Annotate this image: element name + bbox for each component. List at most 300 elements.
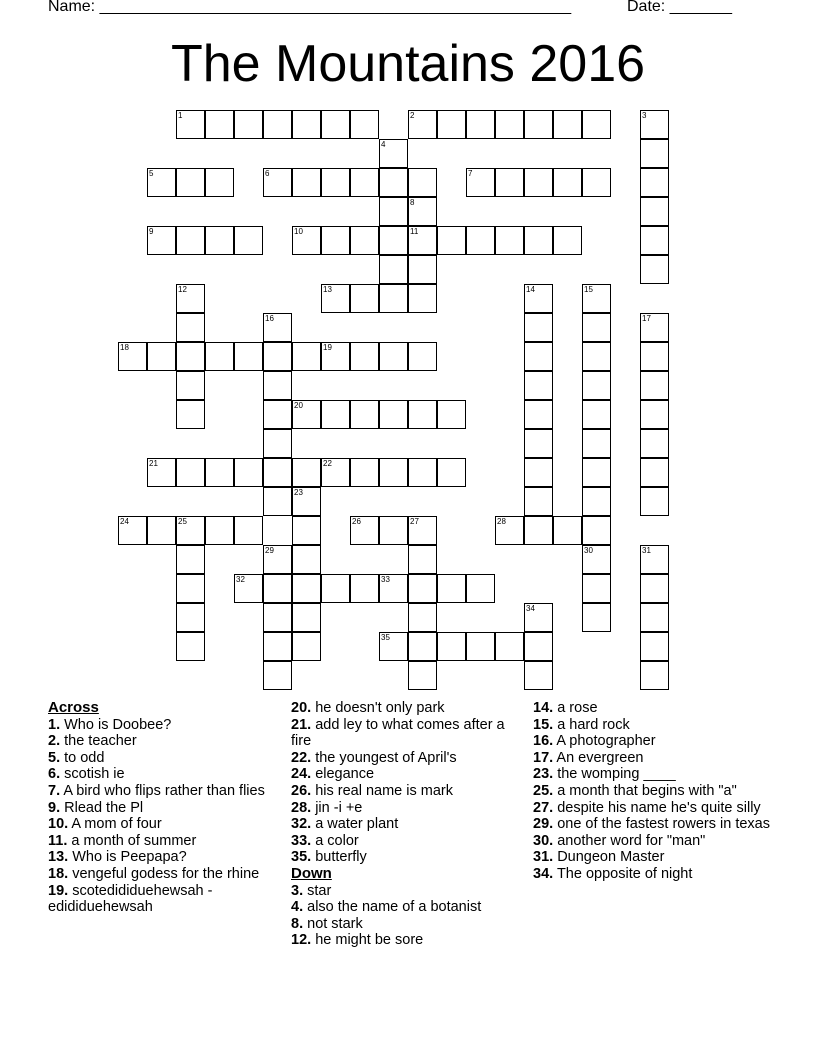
grid-cell[interactable] — [176, 603, 205, 632]
across-clue — [48, 849, 273, 866]
clue-text: Dungeon Master — [557, 849, 665, 866]
grid-cell[interactable] — [408, 255, 437, 284]
clue-text: a month that begins with "a" — [557, 782, 737, 799]
clue-text: his real name is mark — [315, 782, 453, 799]
clue-text: a color — [315, 832, 359, 849]
grid-cell[interactable] — [408, 226, 437, 255]
clue-text: Rlead the Pl — [64, 799, 144, 816]
grid-cell[interactable] — [524, 603, 553, 632]
grid-cell[interactable] — [408, 400, 437, 429]
across-clue — [291, 766, 516, 783]
grid-cell[interactable] — [582, 168, 611, 197]
clue-text: elegance — [315, 766, 375, 783]
grid-cell[interactable] — [408, 632, 437, 661]
clue-number: 28. — [291, 799, 312, 816]
grid-cell[interactable] — [524, 516, 553, 545]
grid-cell[interactable] — [553, 516, 582, 545]
down-clue — [533, 800, 773, 817]
grid-cell[interactable] — [176, 110, 205, 139]
clue-number: 18. — [48, 865, 69, 882]
grid-cell[interactable] — [234, 458, 263, 487]
grid-cell[interactable] — [466, 574, 495, 603]
grid-cell[interactable] — [205, 168, 234, 197]
clue-number: 25. — [533, 782, 554, 799]
cell-number: 11 — [410, 227, 419, 236]
grid-cell[interactable] — [147, 168, 176, 197]
clue-text: one of the fastest rowers in texas — [557, 816, 770, 833]
grid-cell[interactable] — [582, 458, 611, 487]
clue-number: 9. — [48, 799, 61, 816]
grid-cell[interactable] — [553, 226, 582, 255]
down-clue — [533, 816, 773, 833]
grid-cell[interactable] — [292, 458, 321, 487]
cell-number: 28 — [497, 517, 506, 526]
grid-cell[interactable] — [350, 168, 379, 197]
cell-number: 14 — [526, 285, 535, 294]
cell-number: 16 — [265, 314, 274, 323]
cell-number: 27 — [410, 517, 419, 526]
grid-cell[interactable] — [263, 110, 292, 139]
grid-cell[interactable] — [582, 371, 611, 400]
name-field[interactable]: Name: _____________________________________________________ — [48, 0, 572, 15]
clue-text: Who is Doobee? — [64, 716, 172, 733]
grid-cell[interactable] — [292, 342, 321, 371]
clue-number: 13. — [48, 849, 69, 866]
clue-number: 29. — [533, 816, 554, 833]
down-clue — [533, 717, 773, 734]
grid-cell[interactable] — [582, 342, 611, 371]
grid-cell[interactable] — [495, 516, 524, 545]
down-clue — [533, 849, 773, 866]
clue-number: 11. — [48, 832, 68, 849]
grid-cell[interactable] — [176, 574, 205, 603]
grid-cell[interactable] — [321, 400, 350, 429]
grid-cell[interactable] — [205, 342, 234, 371]
grid-cell[interactable] — [263, 400, 292, 429]
grid-cell[interactable] — [234, 342, 263, 371]
clue-number: 23. — [533, 766, 554, 783]
grid-cell[interactable] — [582, 313, 611, 342]
down-clue — [533, 700, 773, 717]
clue-number: 1. — [48, 716, 61, 733]
cell-number: 30 — [584, 546, 593, 555]
clue-text: scotedididuehewsah -edididuehewsah — [48, 882, 213, 916]
grid-cell[interactable] — [437, 226, 466, 255]
cell-number: 24 — [120, 517, 129, 526]
clue-text: An evergreen — [556, 749, 644, 766]
across-clue — [48, 717, 273, 734]
clue-text: butterfly — [315, 849, 367, 866]
clue-number: 12. — [291, 932, 312, 949]
grid-cell[interactable] — [350, 574, 379, 603]
grid-cell[interactable] — [176, 313, 205, 342]
grid-cell[interactable] — [640, 342, 669, 371]
across-clue — [291, 700, 516, 717]
clue-number: 2. — [48, 733, 61, 750]
grid-cell[interactable] — [582, 284, 611, 313]
grid-cell[interactable] — [495, 226, 524, 255]
grid-cell[interactable] — [176, 400, 205, 429]
grid-cell[interactable] — [176, 342, 205, 371]
cell-number: 3 — [642, 111, 647, 120]
grid-cell[interactable] — [379, 400, 408, 429]
grid-cell[interactable] — [350, 342, 379, 371]
grid-cell[interactable] — [524, 342, 553, 371]
grid-cell[interactable] — [582, 545, 611, 574]
grid-cell[interactable] — [524, 458, 553, 487]
clue-text: Who is Peepapa? — [72, 849, 187, 866]
cell-number: 26 — [352, 517, 361, 526]
grid-cell[interactable] — [640, 197, 669, 226]
grid-cell[interactable] — [408, 342, 437, 371]
grid-cell[interactable] — [263, 313, 292, 342]
grid-cell[interactable] — [582, 110, 611, 139]
clue-text: the womping ____ — [557, 766, 676, 783]
grid-cell[interactable] — [234, 226, 263, 255]
cell-number: 12 — [178, 285, 187, 294]
clue-text: star — [307, 882, 332, 899]
clue-text: vengeful godess for the rhine — [72, 865, 260, 882]
grid-cell[interactable] — [118, 516, 147, 545]
grid-cell[interactable] — [263, 429, 292, 458]
grid-cell[interactable] — [495, 168, 524, 197]
grid-cell[interactable] — [408, 545, 437, 574]
grid-cell[interactable] — [640, 110, 669, 139]
grid-cell[interactable] — [408, 661, 437, 690]
grid-cell[interactable] — [408, 168, 437, 197]
grid-cell[interactable] — [640, 400, 669, 429]
clue-text: scotish ie — [64, 766, 125, 783]
grid-cell[interactable] — [292, 516, 321, 545]
clue-text: add ley to what comes after a fire — [291, 716, 505, 750]
grid-cell[interactable] — [379, 342, 408, 371]
grid-cell[interactable] — [350, 226, 379, 255]
grid-cell[interactable] — [495, 110, 524, 139]
grid-cell[interactable] — [321, 458, 350, 487]
grid-cell[interactable] — [147, 226, 176, 255]
grid-cell[interactable] — [292, 487, 321, 516]
grid-cell[interactable] — [524, 168, 553, 197]
clue-number: 3. — [291, 882, 304, 899]
across-clue — [291, 816, 516, 833]
grid-cell[interactable] — [379, 574, 408, 603]
grid-cell[interactable] — [176, 458, 205, 487]
grid-cell[interactable] — [263, 632, 292, 661]
grid-cell[interactable] — [176, 371, 205, 400]
cell-number: 33 — [381, 575, 390, 584]
grid-cell[interactable] — [379, 516, 408, 545]
grid-cell[interactable] — [263, 458, 292, 487]
grid-cell[interactable] — [263, 545, 292, 574]
grid-cell[interactable] — [640, 168, 669, 197]
clue-text: a rose — [557, 700, 598, 716]
down-clue — [291, 899, 516, 916]
grid-cell[interactable] — [553, 168, 582, 197]
clue-number: 30. — [533, 832, 554, 849]
clue-number: 20. — [291, 700, 312, 716]
down-clue — [533, 833, 773, 850]
grid-cell[interactable] — [524, 661, 553, 690]
down-clue — [533, 783, 773, 800]
cell-number: 2 — [410, 111, 415, 120]
clue-number: 34. — [533, 865, 554, 882]
clue-number: 14. — [533, 700, 554, 716]
grid-cell[interactable] — [437, 400, 466, 429]
clue-number: 32. — [291, 816, 312, 833]
across-clue — [48, 833, 273, 850]
across-clue — [291, 833, 516, 850]
clue-number: 35. — [291, 849, 312, 866]
grid-cell[interactable] — [321, 226, 350, 255]
grid-cell[interactable] — [640, 661, 669, 690]
grid-cell[interactable] — [292, 574, 321, 603]
clue-text: another word for "man" — [557, 832, 706, 849]
clue-text: he doesn't only park — [315, 700, 445, 716]
grid-cell[interactable] — [350, 284, 379, 313]
clues-column-3 — [533, 700, 773, 883]
cell-number: 13 — [323, 285, 332, 294]
grid-cell[interactable] — [263, 168, 292, 197]
grid-cell[interactable] — [176, 516, 205, 545]
grid-cell[interactable] — [176, 168, 205, 197]
clue-text: despite his name he's quite silly — [557, 799, 761, 816]
grid-cell[interactable] — [640, 487, 669, 516]
grid-cell[interactable] — [205, 110, 234, 139]
date-field[interactable]: Date: _______ — [627, 0, 732, 15]
grid-cell[interactable] — [640, 603, 669, 632]
grid-cell[interactable] — [495, 632, 524, 661]
grid-cell[interactable] — [147, 458, 176, 487]
grid-cell[interactable] — [350, 110, 379, 139]
grid-cell[interactable] — [466, 168, 495, 197]
grid-cell[interactable] — [205, 458, 234, 487]
grid-cell[interactable] — [234, 110, 263, 139]
grid-cell[interactable] — [466, 226, 495, 255]
grid-cell[interactable] — [408, 197, 437, 226]
grid-cell[interactable] — [379, 458, 408, 487]
grid-cell[interactable] — [582, 574, 611, 603]
grid-cell[interactable] — [437, 458, 466, 487]
grid-cell[interactable] — [292, 226, 321, 255]
cell-number: 32 — [236, 575, 245, 584]
clue-number: 33. — [291, 832, 312, 849]
grid-cell[interactable] — [379, 168, 408, 197]
grid-cell[interactable] — [640, 545, 669, 574]
grid-cell[interactable] — [350, 458, 379, 487]
grid-cell[interactable] — [379, 139, 408, 168]
grid-cell[interactable] — [582, 400, 611, 429]
clue-text: not stark — [307, 915, 363, 932]
across-clue — [48, 800, 273, 817]
clue-text: The opposite of night — [556, 865, 693, 882]
grid-cell[interactable] — [640, 255, 669, 284]
grid-cell[interactable] — [408, 458, 437, 487]
grid-cell[interactable] — [524, 429, 553, 458]
grid-cell[interactable] — [292, 545, 321, 574]
grid-cell[interactable] — [321, 284, 350, 313]
grid-cell[interactable] — [582, 429, 611, 458]
grid-cell[interactable] — [553, 110, 582, 139]
clue-text: he might be sore — [315, 932, 424, 949]
grid-cell[interactable] — [640, 458, 669, 487]
grid-cell[interactable] — [263, 661, 292, 690]
cell-number: 22 — [323, 459, 332, 468]
grid-cell[interactable] — [524, 226, 553, 255]
grid-cell[interactable] — [321, 342, 350, 371]
clue-text: also the name of a botanist — [307, 899, 482, 916]
grid-cell[interactable] — [292, 400, 321, 429]
clue-text: A photographer — [556, 733, 656, 750]
across-clue — [291, 717, 516, 750]
grid-cell[interactable] — [408, 110, 437, 139]
grid-cell[interactable] — [263, 342, 292, 371]
cell-number: 34 — [526, 604, 535, 613]
grid-cell[interactable] — [640, 226, 669, 255]
cell-number: 20 — [294, 401, 303, 410]
grid-cell[interactable] — [466, 632, 495, 661]
clue-number: 10. — [48, 816, 69, 833]
cell-number: 19 — [323, 343, 332, 352]
clues-column-2 — [291, 700, 516, 949]
cell-number: 31 — [642, 546, 651, 555]
down-clue — [291, 916, 516, 933]
grid-cell[interactable] — [379, 284, 408, 313]
clue-text: jin -i +e — [315, 799, 363, 816]
grid-cell[interactable] — [640, 371, 669, 400]
page-title: The Mountains 2016 — [170, 35, 646, 93]
grid-cell[interactable] — [582, 516, 611, 545]
down-clue — [291, 883, 516, 900]
grid-cell[interactable] — [640, 139, 669, 168]
grid-cell[interactable] — [640, 632, 669, 661]
grid-cell[interactable] — [466, 110, 495, 139]
grid-cell[interactable] — [176, 226, 205, 255]
down-heading: Down — [291, 864, 332, 882]
cell-number: 35 — [381, 633, 390, 642]
grid-cell[interactable] — [205, 516, 234, 545]
grid-cell[interactable] — [437, 110, 466, 139]
grid-cell[interactable] — [263, 603, 292, 632]
grid-cell[interactable] — [292, 168, 321, 197]
grid-cell[interactable] — [321, 110, 350, 139]
grid-cell[interactable] — [408, 284, 437, 313]
across-clue — [291, 783, 516, 800]
grid-cell[interactable] — [640, 313, 669, 342]
grid-cell[interactable] — [292, 603, 321, 632]
grid-cell[interactable] — [524, 284, 553, 313]
grid-cell[interactable] — [118, 342, 147, 371]
grid-cell[interactable] — [640, 429, 669, 458]
clue-number: 26. — [291, 782, 312, 799]
across-clue — [48, 816, 273, 833]
cell-number: 9 — [149, 227, 154, 236]
grid-cell[interactable] — [263, 487, 292, 516]
cell-number: 7 — [468, 169, 473, 178]
grid-cell[interactable] — [263, 574, 292, 603]
across-heading: Across — [48, 699, 99, 716]
clue-number: 21. — [291, 716, 312, 733]
grid-cell[interactable] — [292, 110, 321, 139]
grid-cell[interactable] — [176, 545, 205, 574]
clue-number: 31. — [533, 849, 554, 866]
grid-cell[interactable] — [321, 168, 350, 197]
clue-number: 22. — [291, 749, 312, 766]
grid-cell[interactable] — [147, 516, 176, 545]
across-clue — [291, 800, 516, 817]
grid-cell[interactable] — [379, 632, 408, 661]
cell-number: 23 — [294, 488, 303, 497]
grid-cell[interactable] — [524, 632, 553, 661]
grid-cell[interactable] — [147, 342, 176, 371]
grid-cell[interactable] — [379, 197, 408, 226]
clue-text: a hard rock — [557, 716, 630, 733]
grid-cell[interactable] — [408, 516, 437, 545]
grid-cell[interactable] — [292, 632, 321, 661]
grid-cell[interactable] — [582, 487, 611, 516]
cell-number: 15 — [584, 285, 593, 294]
grid-cell[interactable] — [205, 226, 234, 255]
grid-cell[interactable] — [350, 516, 379, 545]
across-clue — [48, 766, 273, 783]
grid-cell[interactable] — [321, 574, 350, 603]
clue-number: 6. — [48, 766, 61, 783]
grid-cell[interactable] — [176, 284, 205, 313]
grid-cell[interactable] — [524, 110, 553, 139]
grid-cell[interactable] — [379, 255, 408, 284]
across-clue — [48, 750, 273, 767]
across-clue — [48, 866, 273, 883]
clue-text: the teacher — [64, 733, 137, 750]
cell-number: 6 — [265, 169, 270, 178]
across-clue — [48, 733, 273, 750]
grid-cell[interactable] — [408, 603, 437, 632]
grid-cell[interactable] — [176, 632, 205, 661]
clue-number: 16. — [533, 733, 554, 750]
clue-number: 8. — [291, 915, 304, 932]
grid-cell[interactable] — [350, 400, 379, 429]
clue-number: 24. — [291, 766, 312, 783]
clue-number: 17. — [533, 749, 554, 766]
cell-number: 5 — [149, 169, 154, 178]
cell-number: 10 — [294, 227, 303, 236]
grid-cell[interactable] — [524, 371, 553, 400]
grid-cell[interactable] — [524, 400, 553, 429]
grid-cell[interactable] — [263, 371, 292, 400]
grid-cell[interactable] — [234, 574, 263, 603]
down-clue — [533, 733, 773, 750]
grid-cell[interactable] — [640, 574, 669, 603]
across-clue — [291, 849, 516, 866]
down-clue — [291, 932, 516, 949]
cell-number: 1 — [178, 111, 183, 120]
across-clue — [291, 750, 516, 767]
grid-cell[interactable] — [379, 226, 408, 255]
grid-cell[interactable] — [437, 574, 466, 603]
grid-cell[interactable] — [437, 632, 466, 661]
grid-cell[interactable] — [524, 313, 553, 342]
grid-cell[interactable] — [408, 574, 437, 603]
clue-number: 27. — [533, 799, 554, 816]
grid-cell[interactable] — [524, 487, 553, 516]
down-clue — [533, 750, 773, 767]
grid-cell[interactable] — [234, 516, 263, 545]
clue-text: the youngest of April's — [315, 749, 457, 766]
cell-number: 21 — [149, 459, 158, 468]
across-clue — [48, 883, 273, 916]
clue-number: 7. — [48, 782, 61, 799]
clue-number: 19. — [48, 882, 69, 899]
grid-cell[interactable] — [582, 603, 611, 632]
